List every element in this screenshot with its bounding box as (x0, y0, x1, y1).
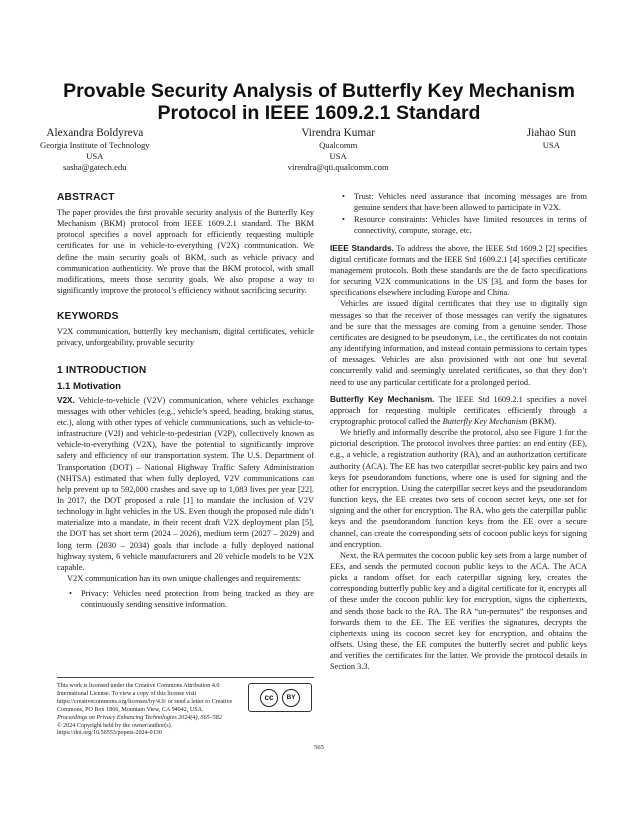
abstract-text: The paper provides the first provable security analysis of the Butterfly Key Mechanism (BKM) protocol from IEEE 1609.2.1 standard. The BKM protocol specifies a novel approach for efficiently requesting multiple certificates for use in vehicle-to-everything (V2X) communication. We define the main security goals of BKM, such as vehicle privacy and communication authenticity. We prove that the BKM protocol, with small modifications, meets those security goals. We also propose a way to significantly improve the protocol’s efficiency without sacrificing security. (57, 208, 314, 296)
protocol-details-paragraph: Next, the RA permutes the cocoon public key sets from a large number of EEs, and sends the permuted cocoon public keys to the ACA. The ACA picks a random offset for each caterpillar signing key, creates the corresponding butterfly public key and a digital certificate for it, encrypts all of these under the cocoon public key for encryption, signs the ciphertexts, and sends those back to the RA. The RA “un-permutes” the responses and forwards them to the EE. The EE verifies the signatures, decrypts the ciphertexts using its cocoon secret key for encryption, and obtains the offsets. Using these, the EE computes the butterfly secret and public keys and verifies the certificates for the latter. We provide the protocol details in Section 3.3. (330, 550, 587, 672)
list-item-privacy: • Privacy: Vehicles need protection from being tracked as they are continuously sending sensitive information. (81, 588, 314, 610)
author-affiliation: Qualcomm (319, 140, 358, 150)
requirements-list (57, 588, 314, 610)
author-block (40, 126, 598, 174)
abstract-heading: ABSTRACT (57, 192, 115, 203)
author-2 (288, 126, 389, 174)
list-item-trust: • Trust: Vehicles need assurance that incoming messages are from genuine senders that have been allowed to participate in V2X. (354, 191, 587, 213)
author-country: USA (329, 151, 347, 162)
keywords-text: V2X communication, butterfly key mechanism, digital certificates, vehicle privacy, unforgeability, provable security (57, 327, 314, 348)
license-footer (57, 677, 314, 738)
author-name: Jiahao Sun (526, 127, 576, 139)
copyright-line: © 2024 Copyright held by the owner/author(s). (57, 722, 173, 729)
author-affiliation: Georgia Institute of Technology (40, 140, 150, 150)
list-item-resource: • Resource constraints: Vehicles have limited resources in terms of connectivity, compute, storage, etc. (354, 214, 587, 236)
author-country: USA (542, 140, 560, 150)
keywords-heading: KEYWORDS (57, 311, 119, 323)
bkm-text-a: The IEEE Std 1609.2.1 specifies a novel approach for requesting multiple certificates efficiently through a cryptographic protocol called the (330, 394, 587, 426)
doi-link[interactable]: https://doi.org/10.56553/popets-2024-0130 (57, 730, 162, 737)
certificates-paragraph: Vehicles are issued digital certificates that they use to digitally sign messages so that the receiver of those messages can verify the signatures and be sure that the messages are coming from a genuine sender. Those certificates are designed to be pseudonym, i.e., the certificates do not contain any identifying information, and instead contain permissions to certain types of messages. Vehicles are also provisioned with not one but several concurrently valid and seemingly unrelated certificates, so that they don’t need to use any particular certificate for a prolonged period. (330, 299, 587, 387)
bkm-run-in-label: Butterfly Key Mechanism. (330, 394, 435, 404)
page-number: 565 (314, 744, 324, 751)
ieee-paragraph-text: To address the above, the IEEE Std 1609.2 [2] specifies digital certificate formats and the IEEE Std 1609.2.1 [4] specifies certificate management protocols. Both these standards are the de facto specifications for securing V2X communications in the US [3], and form the bases for specifications elsewhere including Europe and China. (330, 243, 587, 298)
bkm-text-b: (BKM). (527, 416, 557, 426)
proceedings-line: Proceedings on Privacy Enhancing Technologies 2024(4), 565–582 (57, 714, 222, 721)
bkm-text-italic: Butterfly Key Mechanism (442, 416, 528, 426)
author-3 (527, 126, 598, 174)
author-email: sasha@gatech.edu (63, 162, 127, 173)
left-column (57, 191, 314, 612)
creative-commons-icon: cc (260, 689, 278, 707)
requirements-list-continued (330, 191, 587, 237)
protocol-overview-paragraph: We briefly and informally describe the protocol, also see Figure 1 for the pictorial description. The protocol involves three parties: an end entity (EE), e.g., a vehicle, a registration authority (RA), and an authorization certificate authority (ACA). The EE has two caterpillar secret-public key pairs and two keys for pseudorandom functions, where one is used for signing and the other for encryption. Using the caterpillar secret keys and the pseudorandom function keys, the EE creates two sets of cocoon secret keys, one set for signing and the other for encryption. The RA, who gets the caterpillar public keys and the pseudorandom function keys from the EE over a secure channel, can create the corresponding sets of cocoon public keys for signing and encryption. (330, 428, 587, 549)
section-heading-introduction: 1 INTRODUCTION (57, 364, 147, 376)
author-1 (40, 126, 150, 174)
ieee-run-in-label: IEEE Standards. (330, 243, 394, 253)
cc-by-badge (248, 683, 312, 712)
challenges-paragraph: V2X communication has its own unique challenges and requirements: (67, 574, 302, 584)
license-text: This work is licensed under the Creative Commons Attribution 4.0 International License. To view a copy of this license visit https://creativecommons.org/licenses/by/4.0/ or send a letter to Creative Commons, PO Box 1866, Mountain View, CA 94042, USA. (57, 683, 233, 713)
subsection-heading-motivation: 1.1 Motivation (57, 380, 121, 392)
author-name: Alexandra Boldyreva (46, 127, 144, 139)
right-column (330, 191, 587, 673)
v2x-paragraph (57, 395, 314, 574)
v2x-run-in-label: V2X. (57, 395, 75, 405)
author-name: Virendra Kumar (301, 127, 375, 139)
paper-title: Provable Security Analysis of Butterfly Key Mechanism Protocol in IEEE 1609.2.1 Standard (63, 80, 575, 124)
ieee-paragraph (330, 243, 587, 299)
attribution-icon: BY (282, 689, 300, 707)
author-country: USA (86, 151, 104, 162)
bkm-paragraph (330, 394, 587, 427)
author-email: virendra@qti.qualcomm.com (287, 162, 389, 173)
v2x-paragraph-text: Vehicle-to-vehicle (V2V) communication, where vehicles exchange messages with other vehicles (e.g., vehicle’s speed, heading, braking status, etc.), along with other types of vehicle communications, such as vehicle-to-infrastructure (V2I) and vehicle-to-pedestrian (V2P), collectively known as vehicle-to-everything (V2X), have the potential to significantly improve safety and efficiency of our transportation system. The U.S. Department of Transportation (DOT) – National Highway Traffic Safety Administration (NHTSA) estimated that when fully deployed, V2V communications can help prevent up to 592,000 crashes and save up to 1,083 lives per year [22]. In 2017, the DOT proposed a rule [1] to mandate the inclusion of V2V technology in light vehicles in the US. Even though the proposed rule didn’t materialize into a mandate, in their recent draft V2X deployment plan [5], the DOT has set short term (2024 – 2026), medium term (2027 – 2029) and long term (2030 – 2034) goals that include a fully deployed national highway system, 6 vehicle manufacturers and 20 vehicle models to be V2X capable. (57, 395, 314, 572)
